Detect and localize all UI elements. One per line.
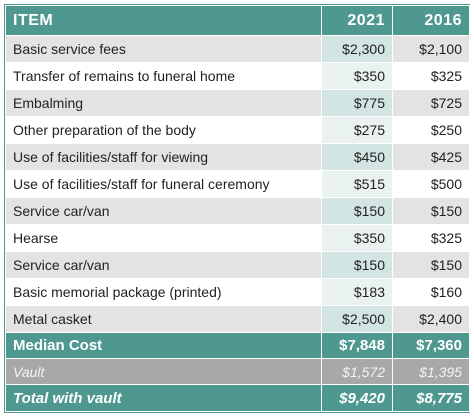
value-2021-cell: $150: [322, 198, 393, 225]
vault-row: [6, 359, 470, 385]
table-body: [6, 36, 470, 333]
table-row: [6, 144, 470, 171]
item-name-cell: Service car/van: [6, 198, 322, 225]
funeral-cost-table: [5, 5, 470, 412]
column-header-2016: 2016: [393, 6, 470, 36]
value-2016-cell: $2,100: [393, 36, 470, 63]
value-2021-cell: $515: [322, 171, 393, 198]
value-2021-cell: $775: [322, 90, 393, 117]
value-2021-cell: $2,500: [322, 306, 393, 333]
value-2016-cell: $160: [393, 279, 470, 306]
vault-2016: $1,395: [393, 359, 470, 385]
total-with-vault-row: [6, 385, 470, 412]
value-2016-cell: $2,400: [393, 306, 470, 333]
table-row: [6, 306, 470, 333]
median-cost-row: [6, 333, 470, 359]
value-2016-cell: $725: [393, 90, 470, 117]
value-2021-cell: $2,300: [322, 36, 393, 63]
item-name-cell: Basic service fees: [6, 36, 322, 63]
value-2021-cell: $350: [322, 225, 393, 252]
item-name-cell: Use of facilities/staff for viewing: [6, 144, 322, 171]
table-row: [6, 63, 470, 90]
value-2021-cell: $183: [322, 279, 393, 306]
vault-label: Vault: [6, 359, 322, 385]
table-row: [6, 36, 470, 63]
table-header-row: [6, 6, 470, 36]
table-row: [6, 171, 470, 198]
value-2021-cell: $275: [322, 117, 393, 144]
funeral-cost-table-frame: [4, 4, 470, 413]
median-cost-2016: $7,360: [393, 333, 470, 359]
value-2021-cell: $150: [322, 252, 393, 279]
value-2016-cell: $325: [393, 225, 470, 252]
column-header-2021: 2021: [322, 6, 393, 36]
value-2021-cell: $350: [322, 63, 393, 90]
table-row: [6, 117, 470, 144]
item-name-cell: Hearse: [6, 225, 322, 252]
value-2016-cell: $150: [393, 252, 470, 279]
item-name-cell: Embalming: [6, 90, 322, 117]
table-row: [6, 198, 470, 225]
value-2016-cell: $325: [393, 63, 470, 90]
value-2016-cell: $150: [393, 198, 470, 225]
vault-2021: $1,572: [322, 359, 393, 385]
table-row: [6, 90, 470, 117]
item-name-cell: Service car/van: [6, 252, 322, 279]
value-2016-cell: $250: [393, 117, 470, 144]
item-name-cell: Transfer of remains to funeral home: [6, 63, 322, 90]
column-header-item: ITEM: [6, 6, 322, 36]
value-2021-cell: $450: [322, 144, 393, 171]
total-with-vault-2021: $9,420: [322, 385, 393, 412]
median-cost-2021: $7,848: [322, 333, 393, 359]
median-cost-label: Median Cost: [6, 333, 322, 359]
item-name-cell: Metal casket: [6, 306, 322, 333]
table-row: [6, 279, 470, 306]
total-with-vault-2016: $8,775: [393, 385, 470, 412]
item-name-cell: Use of facilities/staff for funeral ceremony: [6, 171, 322, 198]
table-row: [6, 252, 470, 279]
total-with-vault-label: Total with vault: [6, 385, 322, 412]
value-2016-cell: $425: [393, 144, 470, 171]
item-name-cell: Other preparation of the body: [6, 117, 322, 144]
value-2016-cell: $500: [393, 171, 470, 198]
table-row: [6, 225, 470, 252]
item-name-cell: Basic memorial package (printed): [6, 279, 322, 306]
